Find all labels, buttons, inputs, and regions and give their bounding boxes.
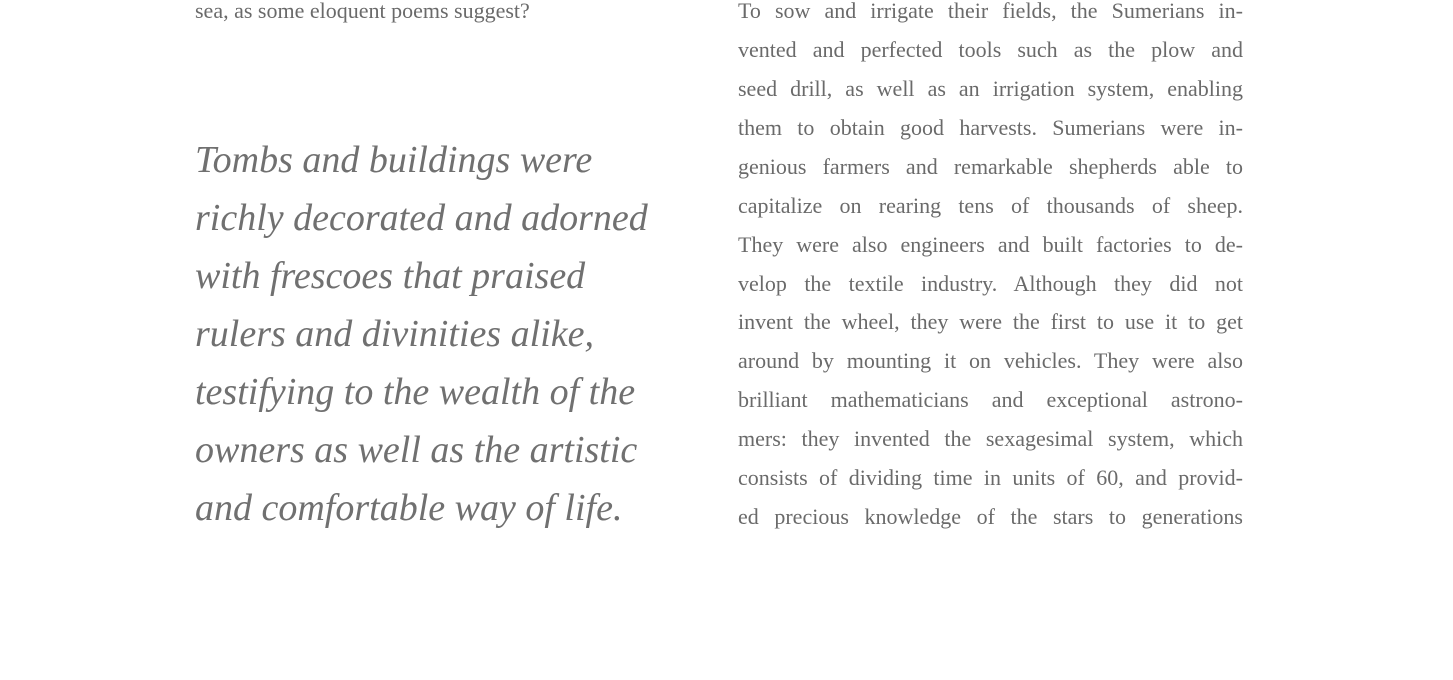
pull-quote-line: richly decorated and adorned (195, 197, 648, 239)
body-text-line: mers: they invented the sexagesimal system, which (738, 426, 1243, 451)
body-text-line: vented and perfected tools such as the plow and (738, 37, 1243, 62)
pull-quote-line: owners as well as the artistic (195, 429, 638, 471)
body-text-line: them to obtain good harvests. Sumerians were in- (738, 115, 1243, 140)
body-text-line: seed drill, as well as an irrigation system, enabling (738, 76, 1243, 101)
body-text-line: consists of dividing time in units of 60, and provid- (738, 465, 1243, 490)
pull-quote-line: Tombs and buildings were (195, 139, 593, 181)
body-text-line: velop the textile industry. Although they did not (738, 271, 1243, 296)
pull-quote-line: rulers and divinities alike, (195, 313, 594, 355)
pull-quote-line: with frescoes that praised (195, 255, 586, 297)
body-text-line: ed precious knowledge of the stars to generations (738, 504, 1243, 529)
pull-quote-line: testifying to the wealth of the (195, 371, 636, 413)
body-text-line: brilliant mathematicians and exceptional astrono- (738, 387, 1243, 412)
body-text-fragment: sea, as some eloquent poems suggest? (195, 0, 530, 23)
body-text-line: genious farmers and remarkable shepherds able to (738, 154, 1243, 179)
body-text-line: invent the wheel, they were the first to use it to get (738, 309, 1243, 334)
body-text-line: capitalize on rearing tens of thousands of sheep. (738, 193, 1243, 218)
pull-quote-line: and comfortable way of life. (195, 487, 623, 529)
body-text-line: To sow and irrigate their fields, the Sumerians in- (738, 0, 1243, 23)
body-text-line: They were also engineers and built factories to de- (738, 232, 1243, 257)
body-text-line: around by mounting it on vehicles. They were also (738, 348, 1243, 373)
